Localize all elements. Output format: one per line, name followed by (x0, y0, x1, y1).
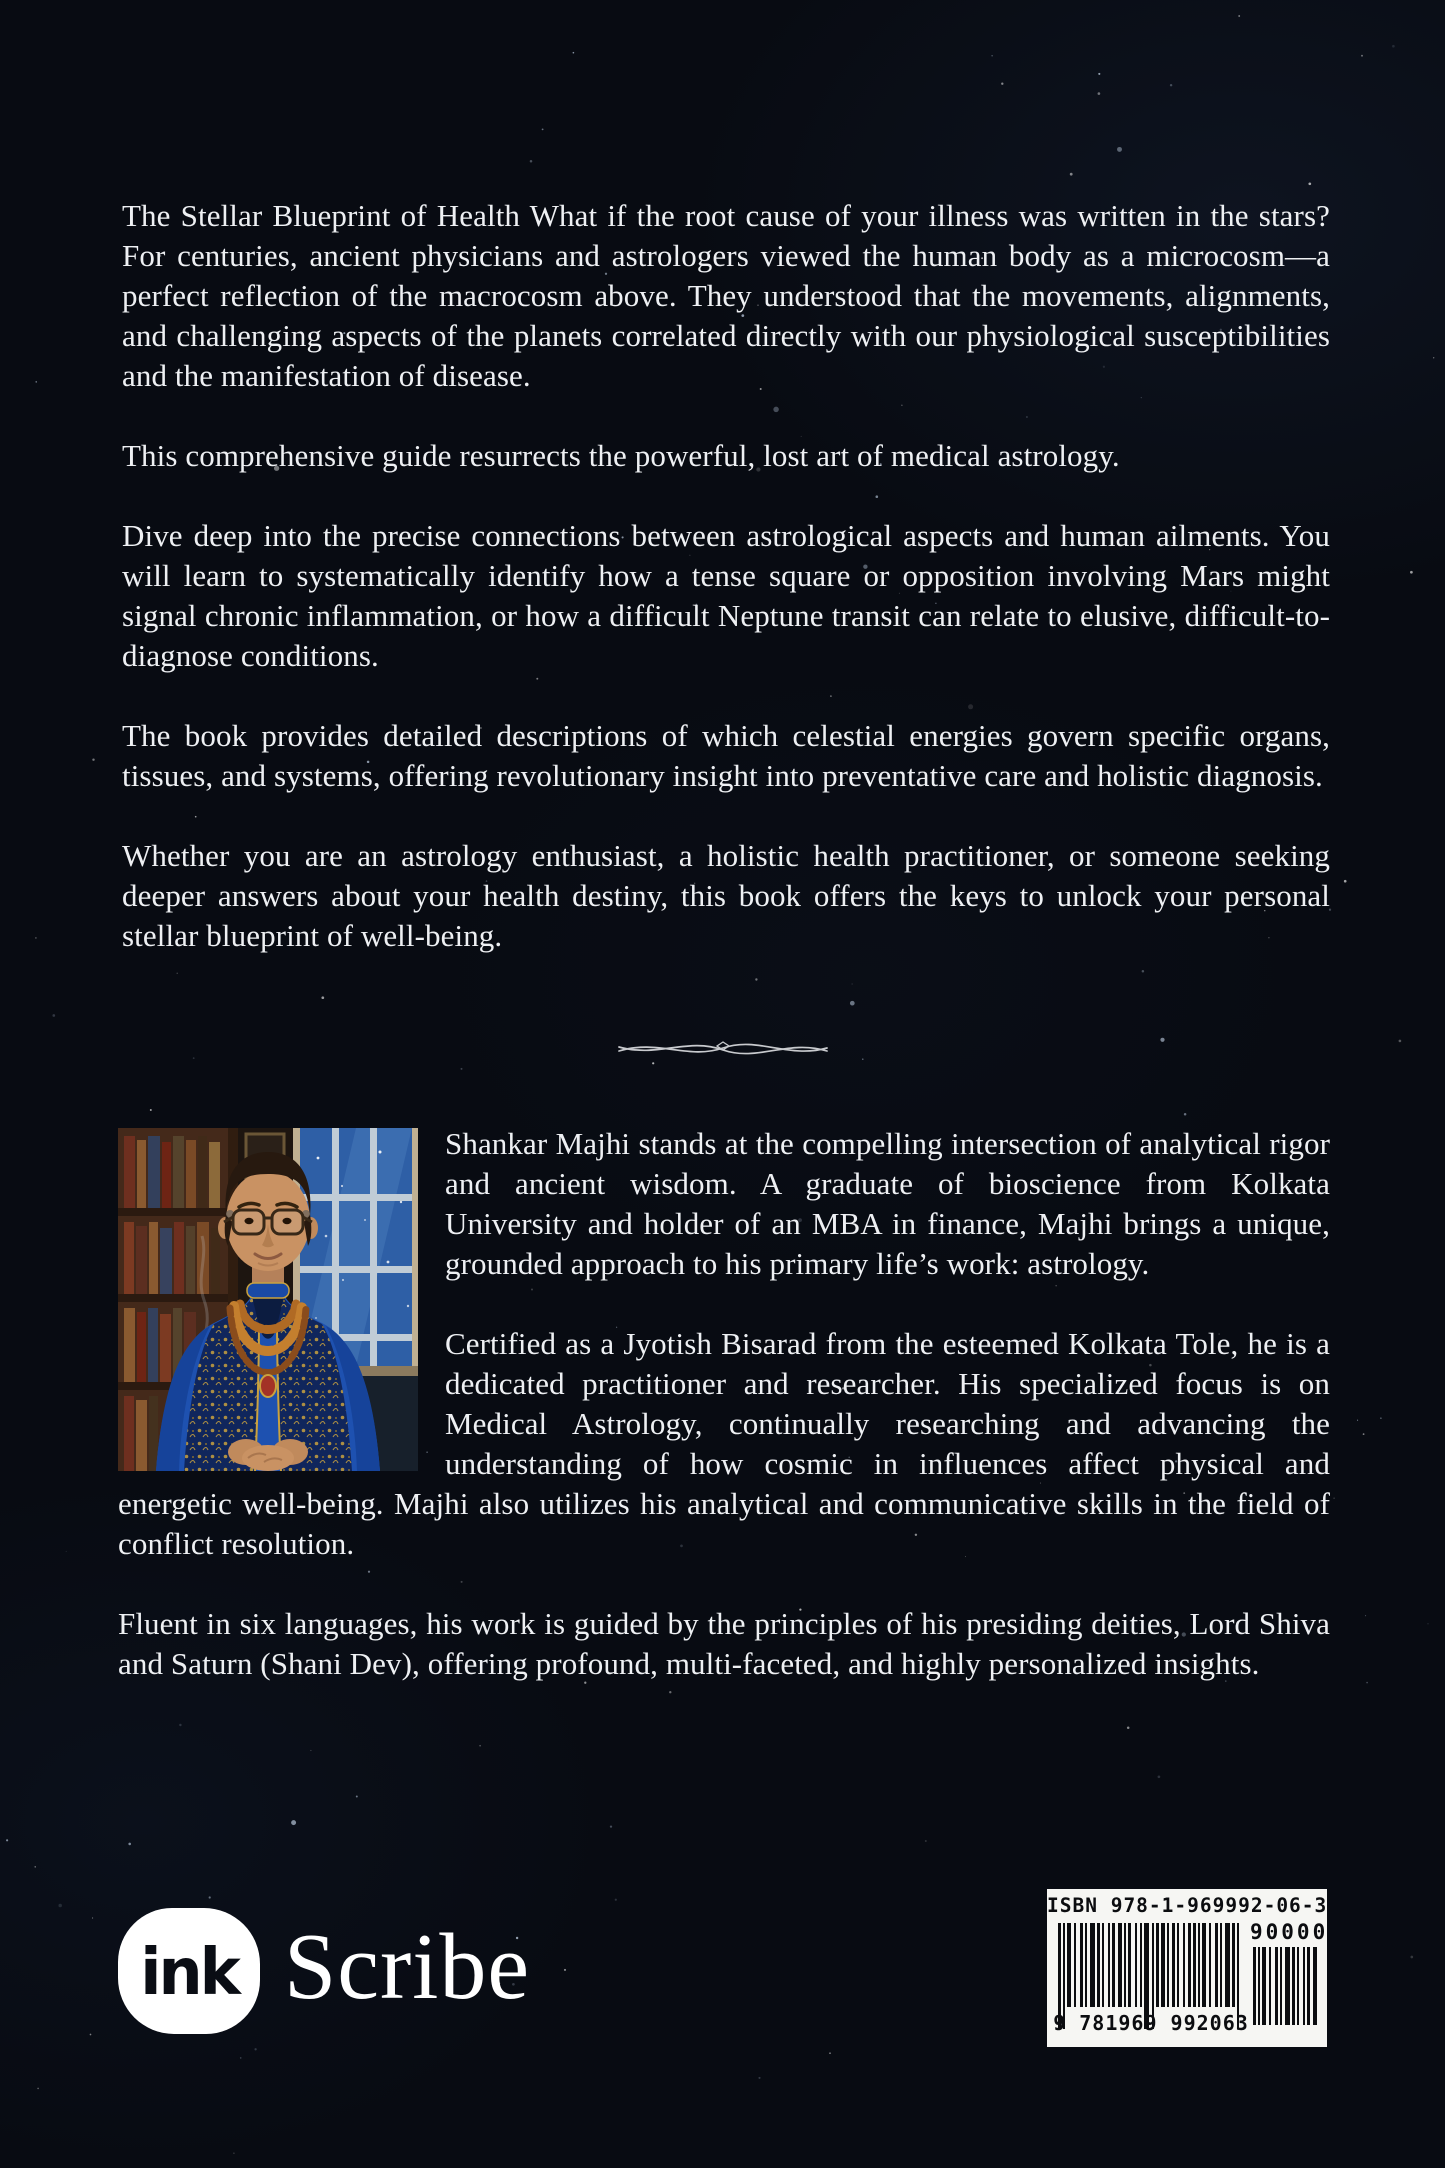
scribe-logo-text: Scribe (284, 1915, 531, 2019)
barcode-bars-supplement (1253, 1947, 1317, 2025)
synopsis-paragraph-1: The Stellar Blueprint of Health What if the root cause of your illness was written in the stars? For centuries, ancient physicians and astrologers viewed the human body as a microcosm—a perfect reflection of the macrocosm above. They understood that the movements, alignments, and challenging aspects of the planets correlated directly with our physiological susceptibilities and the manifestation of disease. (122, 198, 1330, 393)
isbn-label: ISBN 978-1-969992-06-3 (1047, 1894, 1328, 1917)
author-photo (118, 1128, 418, 1471)
synopsis-paragraph-3: Dive deep into the precise connections between astrological aspects and human ailments. You will learn to systematically identify how a tense square or opposition involving Mars might signal chronic inflammation, or how a difficult Neptune transit can relate to elusive, difficult-to-diagnose conditions. (122, 518, 1330, 673)
author-paragraph-3: Fluent in six languages, his work is guided by the principles of his presiding deities, Lord Shiva and Saturn (Shani Dev), offering profound, multi-faceted, and highly personalized insights. (118, 1606, 1330, 1681)
author-paragraph-2: Certified as a Jyotish Bisarad from the esteemed Kolkata Tole, he is a dedicated practitioner and researcher. His specialized focus is on Medical Astrology, continually researching and advancing the understanding of how cosmic in influences affect physical and energetic well-being. Majhi also utilizes his analytical and communicative skills in the field of conflict resolution. (118, 1326, 1330, 1561)
barcode-price-code: 90000 (1250, 1920, 1329, 1944)
author-paragraph-1: Shankar Majhi stands at the compelling intersection of analytical rigor and ancient wisdom. A graduate of bioscience from Kolkata University and holder of an MBA in finance, Majhi brings a unique, grounded approach to his primary life’s work: astrology. (445, 1126, 1330, 1281)
synopsis-paragraph-2: This comprehensive guide resurrects the powerful, lost art of medical astrology. (122, 438, 1120, 473)
synopsis-paragraph-4: The book provides detailed descriptions of which celestial energies govern specific organs, tissues, and systems, offering revolutionary insight into preventative care and holistic diagnosis. (122, 718, 1330, 793)
ink-logo-text: ink (140, 1933, 238, 2009)
author-section (118, 1124, 1330, 1684)
barcode-digits: 9 781969 992063 (1053, 2011, 1249, 2035)
section-divider (0, 1034, 1445, 1064)
synopsis-section (122, 196, 1330, 956)
synopsis-paragraph-5: Whether you are an astrology enthusiast, a holistic health practitioner, or someone seeking deeper answers about your health destiny, this book offers the keys to unlock your personal stellar blueprint of well-being. (122, 838, 1330, 953)
flourish-icon (614, 1034, 832, 1064)
isbn-barcode (1047, 1889, 1327, 2047)
publisher-logo (118, 1908, 530, 2034)
ink-logo-badge (118, 1908, 260, 2034)
